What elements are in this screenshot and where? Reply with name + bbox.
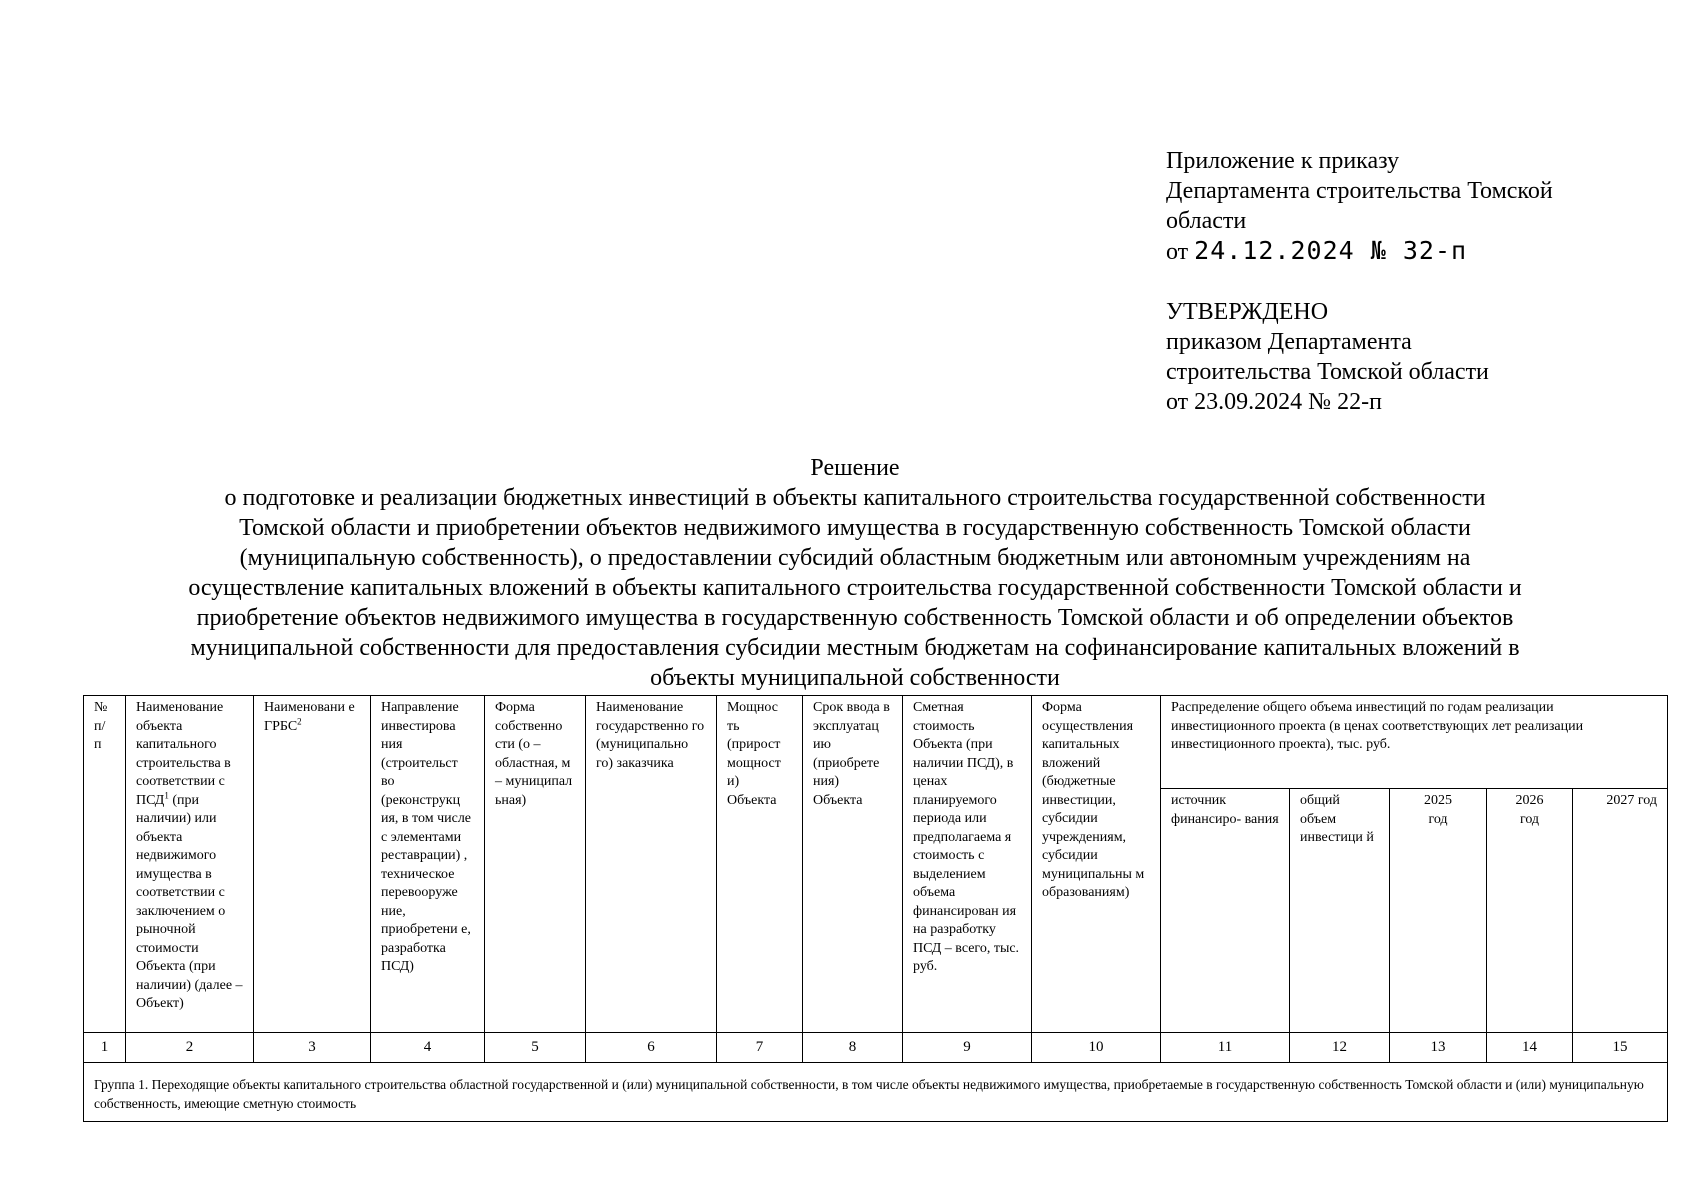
column-number: 9	[903, 1033, 1032, 1063]
header-cell-capacity: Мощнос ть (прирост мощност и) Объекта	[717, 696, 803, 1033]
appendix-order-line	[1166, 236, 1646, 267]
column-number-row	[84, 1033, 1668, 1063]
appendix-department: Департамента строительства Томской	[1166, 178, 1553, 204]
column-number: 3	[254, 1033, 371, 1063]
header-cell-year-2025: 2025 год	[1390, 789, 1487, 1033]
column-number: 6	[586, 1033, 717, 1063]
header-cell-number: № п/ п	[84, 696, 126, 1033]
header-cell-ownership: Форма собственно сти (о – областная, м – муниципал ьная)	[485, 696, 586, 1033]
column-number: 10	[1032, 1033, 1161, 1063]
decision-title: Решение	[810, 455, 900, 481]
investment-table	[83, 695, 1668, 1122]
appendix-department-cont: области	[1166, 208, 1247, 234]
header-cell-commissioning: Срок ввода в эксплуатац ию (приобрете ния) Объекта	[803, 696, 903, 1033]
approved-date: от 23.09.2024 № 22-п	[1166, 389, 1382, 415]
header-cell-distribution: Распределение общего объема инвестиций по годам реализации инвестиционного проекта (в ценах соответствующих лет реализации инвестиционного проекта), тыс. руб.	[1161, 696, 1668, 789]
appendix-block	[1166, 146, 1646, 417]
header-cell-year-2026: 2026 год	[1487, 789, 1573, 1033]
column-number: 1	[84, 1033, 126, 1063]
decision-line: осуществление капитальных вложений в объекты капитального строительства государственной собственности Томской области и	[188, 575, 1522, 601]
decision-line: Томской области и приобретении объектов недвижимого имущества в государственную собственность Томской области	[239, 515, 1471, 541]
header-cell-direction: Направление инвестирова ния (строительст во (реконструкц ия, в том числе с элементами реставрации) , техническое перевооруже ние, приобретени е, разработка ПСД)	[371, 696, 485, 1033]
decision-line: приобретение объектов недвижимого имущества в государственную собственность Томской области и об определении объектов	[196, 605, 1514, 631]
header-cell-investment-form: Форма осуществления капитальных вложений (бюджетные инвестиции, субсидии учреждениям, субсидии муниципальны м образованиям)	[1032, 696, 1161, 1033]
column-number: 14	[1487, 1033, 1573, 1063]
appendix-date: 24.12.2024	[1194, 236, 1355, 265]
header-cell-customer: Наименование государственно го (муниципально го) заказчика	[586, 696, 717, 1033]
column-number: 11	[1161, 1033, 1290, 1063]
appendix-number-sign: №	[1354, 236, 1403, 265]
column-number: 8	[803, 1033, 903, 1063]
column-number: 2	[126, 1033, 254, 1063]
header-row-top	[84, 696, 1668, 789]
column-number: 7	[717, 1033, 803, 1063]
approved-order: приказом Департамента	[1166, 329, 1412, 355]
decision-line: о подготовке и реализации бюджетных инвестиций в объекты капитального строительства государственной собственности	[224, 485, 1486, 511]
header-cell-estimated-cost: Сметная стоимость Объекта (при наличии ПСД), в ценах планируемого периода или предполагаема я стоимость с выделением объема финансирован ия на разработку ПСД – всего, тыс. руб.	[903, 696, 1032, 1033]
column-number: 5	[485, 1033, 586, 1063]
column-number: 15	[1573, 1033, 1668, 1063]
header-cell-grbs: Наименовани е ГРБС$^2$	[254, 696, 371, 1033]
column-number: 13	[1390, 1033, 1487, 1063]
decision-line: (муниципальную собственность), о предоставлении субсидий областным бюджетным или автономным учреждениям на	[239, 545, 1471, 571]
group-row	[84, 1063, 1668, 1122]
header-cell-year-2027: 2027 год	[1573, 789, 1668, 1033]
approved-stamp: УТВЕРЖДЕНО	[1166, 299, 1329, 325]
decision-line: объекты муниципальной собственности	[650, 665, 1060, 691]
appendix-number: 32-п	[1402, 236, 1468, 265]
header-cell-funding-source: источник финансиро- вания	[1161, 789, 1290, 1033]
column-number: 12	[1290, 1033, 1390, 1063]
header-cell-total-volume: общий объем инвестици й	[1290, 789, 1390, 1033]
decision-line: муниципальной собственности для предоставления субсидии местным бюджетам на софинансирование капитальных вложений в	[190, 635, 1520, 661]
appendix-date-prefix: от	[1166, 239, 1195, 265]
group-1-description: Группа 1. Переходящие объекты капитального строительства областной государственной и (или) муниципальной собственности, в том числе объекты недвижимого имущества, приобретаемые в государственную собственность Томской области и (или) муниципальную собственность, имеющие сметную стоимость	[84, 1063, 1668, 1122]
column-number: 4	[371, 1033, 485, 1063]
approved-department: строительства Томской области	[1166, 359, 1489, 385]
appendix-title: Приложение к приказу	[1166, 148, 1400, 174]
decision-heading	[90, 453, 1620, 693]
header-cell-object-name: Наименование объекта капитального строительства в соответствии с ПСД$^1$ (при наличии) или объекта недвижимого имущества в соответствии с заключением о рыночной стоимости Объекта (при наличии) (далее – Объект)	[126, 696, 254, 1033]
